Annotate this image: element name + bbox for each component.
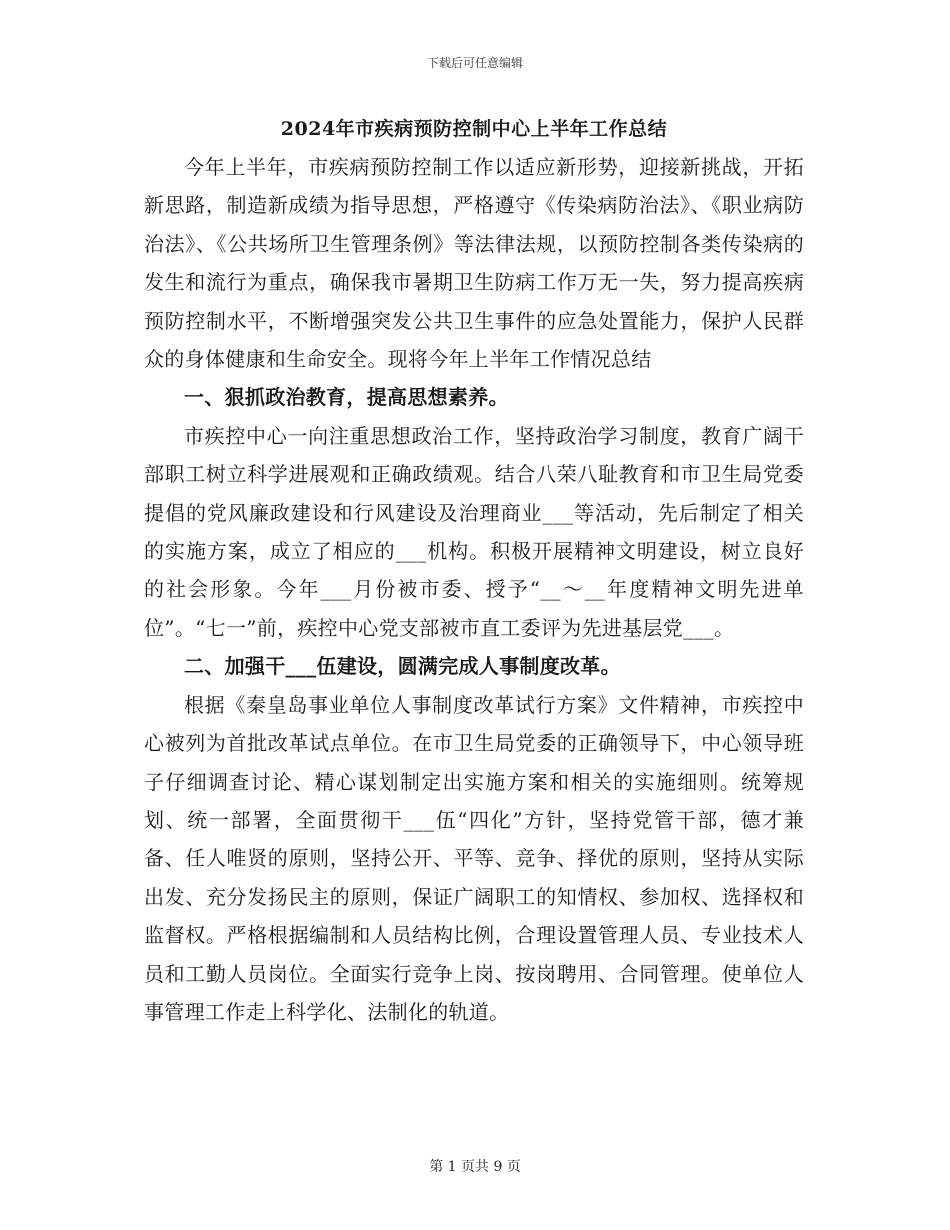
section-2-paragraph: 根据《秦皇岛事业单位人事制度改革试行方案》文件精神，市疾控中心被列为首批改革试点单位。在市卫生局党委的正确领导下，中心领导班子仔细调查讨论、精心谋划制定出实施方案和相关的实施细则。统筹规划、统一部署，全面贯彻干___伍“四化”方针，坚持党管干部，德才兼备、任人唯贤的原则，坚持公开、平等、竞争、择优的原则，坚持从实际出发、充分发扬民主的原则，保证广阔职工的知情权、参加权、选择权和监督权。严格根据编制和人员结构比例，合理设置管理人员、专业技术人员和工勤人员岗位。全面实行竞争上岗、按岗聘用、合同管理。使单位人事管理工作走上科学化、法制化的轨道。: [144, 692, 804, 1024]
header-note: 下载后可任意编辑: [426, 56, 523, 70]
document-title: 2024年市疾病预防控制中心上半年工作总结: [280, 118, 668, 140]
section-1-paragraph: 市疾控中心一向注重思想政治工作，坚持政治学习制度，教育广阔干部职工树立科学进展观和正确政绩观。结合八荣八耻教育和市卫生局党委提倡的党风廉政建设和行风建设及治理商业___等活动，先后制定了相关的实施方案，成立了相应的___机构。积极开展精神文明建设，树立良好的社会形象。今年___月份被市委、授予“__～__年度精神文明先进单位”。“七一”前，疾控中心党支部被市直工委评为先进基层党___。: [144, 423, 804, 640]
page-footer: 第 1 页共 9 页: [429, 1159, 521, 1175]
document-body: [144, 148, 804, 1031]
section-2-heading: 二、加强干___伍建设，圆满完成人事制度改革。: [184, 654, 621, 679]
section-1-heading: 一、狠抓政治教育，提高思想素养。: [184, 385, 509, 410]
intro-paragraph: 今年上半年，市疾病预防控制工作以适应新形势，迎接新挑战，开拓新思路，制造新成绩为指导思想，严格遵守《传染病防治法》、《职业病防治法》、《公共场所卫生管理条例》等法律法规，以预防控制各类传染病的发生和流行为重点，确保我市暑期卫生防病工作万无一失，努力提高疾病预防控制水平，不断增强突发公共卫生事件的应急处置能力，保护人民群众的身体健康和生命安全。现将今年上半年工作情况总结: [144, 155, 804, 372]
